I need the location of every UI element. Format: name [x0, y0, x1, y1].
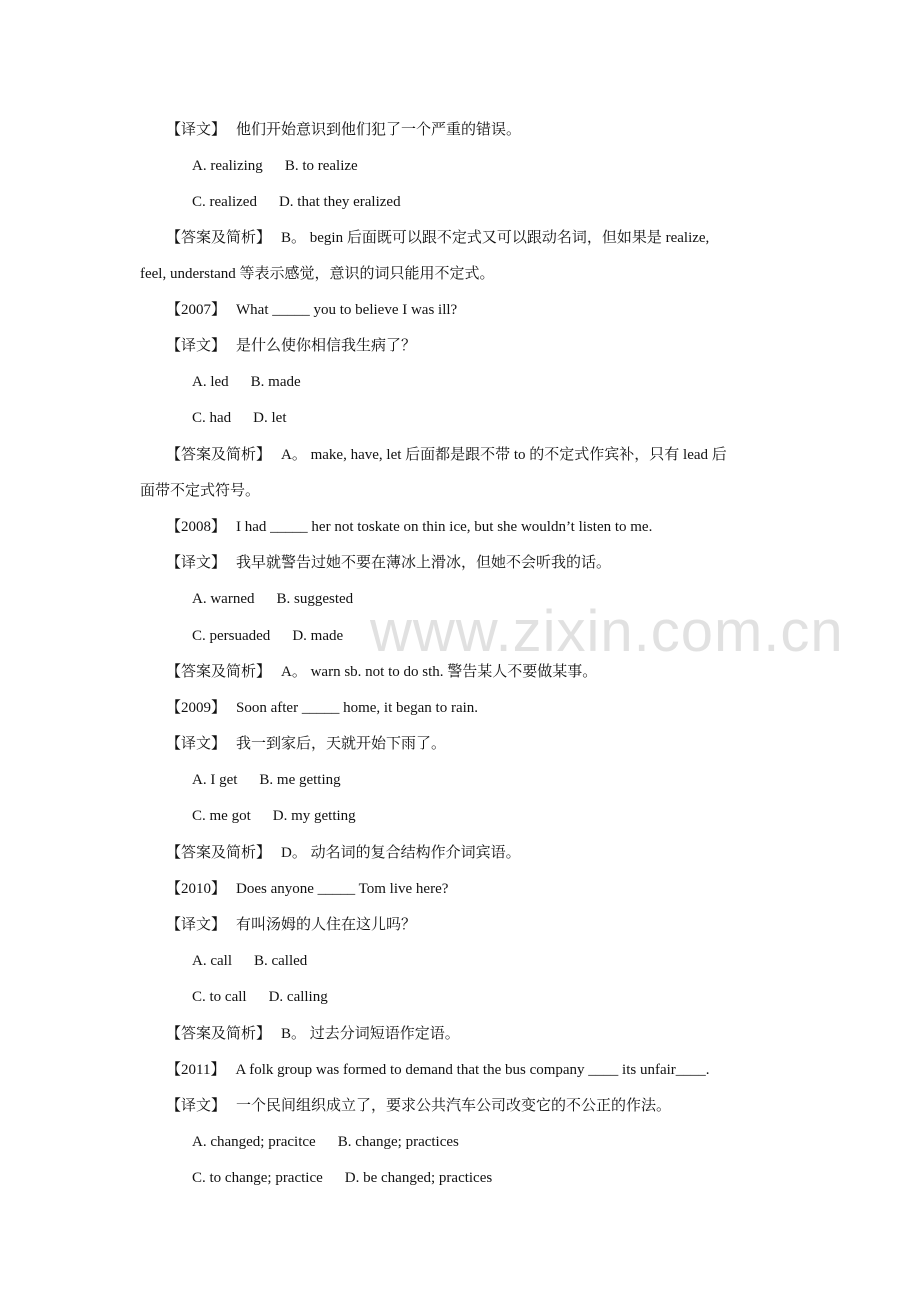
options-line	[192, 192, 401, 212]
line-tag: 【译文】	[166, 917, 227, 933]
option-text: C. persuaded	[192, 628, 271, 644]
watermark: www.zixin.com.cn	[370, 599, 844, 664]
labeled-line	[166, 662, 597, 682]
line-tag: 【2009】	[166, 700, 227, 716]
line-text: A。 make, have, let 后面都是跟不带 to 的不定式作宾补，只有 lead 后	[281, 447, 727, 463]
line-text: A。 warn sb. not to do sth. 警告某人不要做某事。	[281, 664, 598, 680]
labeled-line	[166, 120, 521, 140]
line-text: B。 过去分词短语作定语。	[281, 1026, 460, 1042]
option-text: C. to change; practice	[192, 1170, 323, 1186]
labeled-line	[166, 228, 709, 248]
line-text: A folk group was formed to demand that the bus company ____ its unfair____.	[235, 1062, 710, 1078]
line-tag: 【答案及简析】	[166, 845, 272, 861]
line-tag: 【答案及简析】	[166, 230, 272, 246]
option-text: A. realizing	[192, 158, 263, 174]
line-tag: 【2008】	[166, 519, 227, 535]
option-text: A. I get	[192, 772, 238, 788]
line-text: Soon after _____ home, it began to rain.	[236, 700, 479, 716]
labeled-line	[166, 843, 521, 863]
option-text: A. changed; pracitce	[192, 1134, 316, 1150]
line-tag: 【译文】	[166, 1098, 227, 1114]
options-line	[192, 372, 301, 392]
line-tag: 【答案及简析】	[166, 664, 272, 680]
option-text: B. suggested	[276, 591, 354, 607]
option-text: A. call	[192, 953, 232, 969]
line-tag: 【译文】	[166, 555, 227, 571]
labeled-line	[166, 915, 416, 935]
labeled-line	[166, 300, 457, 320]
labeled-line	[166, 1060, 710, 1080]
line-tag: 【译文】	[166, 736, 227, 752]
option-text: C. me got	[192, 808, 251, 824]
text-line	[140, 481, 260, 501]
labeled-line	[166, 879, 448, 899]
line-tag: 【答案及简析】	[166, 1026, 272, 1042]
line-text: B。 begin 后面既可以跟不定式又可以跟动名词，但如果是 realize,	[281, 230, 710, 246]
options-line	[192, 626, 343, 646]
line-tag: 【译文】	[166, 338, 227, 354]
options-line	[192, 1132, 459, 1152]
options-line	[192, 951, 307, 971]
options-line	[192, 806, 356, 826]
option-text: B. me getting	[259, 772, 341, 788]
labeled-line	[166, 1096, 671, 1116]
line-text: I had _____ her not toskate on thin ice, but she wouldn’t listen to me.	[236, 519, 653, 535]
line-tag: 【2010】	[166, 881, 227, 897]
labeled-line	[166, 517, 652, 537]
option-text: D. let	[253, 410, 287, 426]
line-text: 我一到家后，天就开始下雨了。	[236, 736, 447, 752]
labeled-line	[166, 445, 727, 465]
option-text: A. warned	[192, 591, 255, 607]
option-text: B. called	[253, 953, 308, 969]
option-text: B. to realize	[284, 158, 358, 174]
option-text: D. calling	[268, 989, 328, 1005]
option-text: D. my getting	[272, 808, 356, 824]
line-tag: 【答案及简析】	[166, 447, 272, 463]
options-line	[192, 1168, 492, 1188]
line-text: feel, understand 等表示感觉，意识的词只能用不定式。	[140, 266, 495, 282]
line-text: What _____ you to believe I was ill?	[236, 302, 458, 318]
options-line	[192, 589, 353, 609]
labeled-line	[166, 1024, 460, 1044]
option-text: B. made	[250, 374, 301, 390]
option-text: D. that they eralized	[278, 194, 401, 210]
line-text: 一个民间组织成立了，要求公共汽车公司改变它的不公正的作法。	[236, 1098, 672, 1114]
options-line	[192, 987, 328, 1007]
line-tag: 【译文】	[166, 122, 227, 138]
line-text: 他们开始意识到他们犯了一个严重的错误。	[236, 122, 522, 138]
options-line	[192, 156, 358, 176]
line-tag: 【2011】	[166, 1062, 226, 1078]
option-text: D. be changed; practices	[344, 1170, 493, 1186]
options-line	[192, 408, 287, 428]
line-text: 是什么使你相信我生病了？	[236, 338, 417, 354]
line-text: Does anyone _____ Tom live here?	[236, 881, 449, 897]
labeled-line	[166, 698, 478, 718]
line-tag: 【2007】	[166, 302, 227, 318]
text-line	[140, 264, 495, 284]
line-text: D。 动名词的复合结构作介词宾语。	[281, 845, 521, 861]
option-text: D. made	[292, 628, 344, 644]
options-line	[192, 770, 341, 790]
labeled-line	[166, 734, 446, 754]
labeled-line	[166, 553, 611, 573]
option-text: A. led	[192, 374, 229, 390]
line-text: 面带不定式符号。	[140, 483, 261, 499]
option-text: C. had	[192, 410, 232, 426]
option-text: C. realized	[192, 194, 257, 210]
option-text: C. to call	[192, 989, 247, 1005]
option-text: B. change; practices	[337, 1134, 459, 1150]
line-text: 有叫汤姆的人住在这儿吗？	[236, 917, 417, 933]
labeled-line	[166, 336, 416, 356]
line-text: 我早就警告过她不要在薄冰上滑冰，但她不会听我的话。	[236, 555, 612, 571]
